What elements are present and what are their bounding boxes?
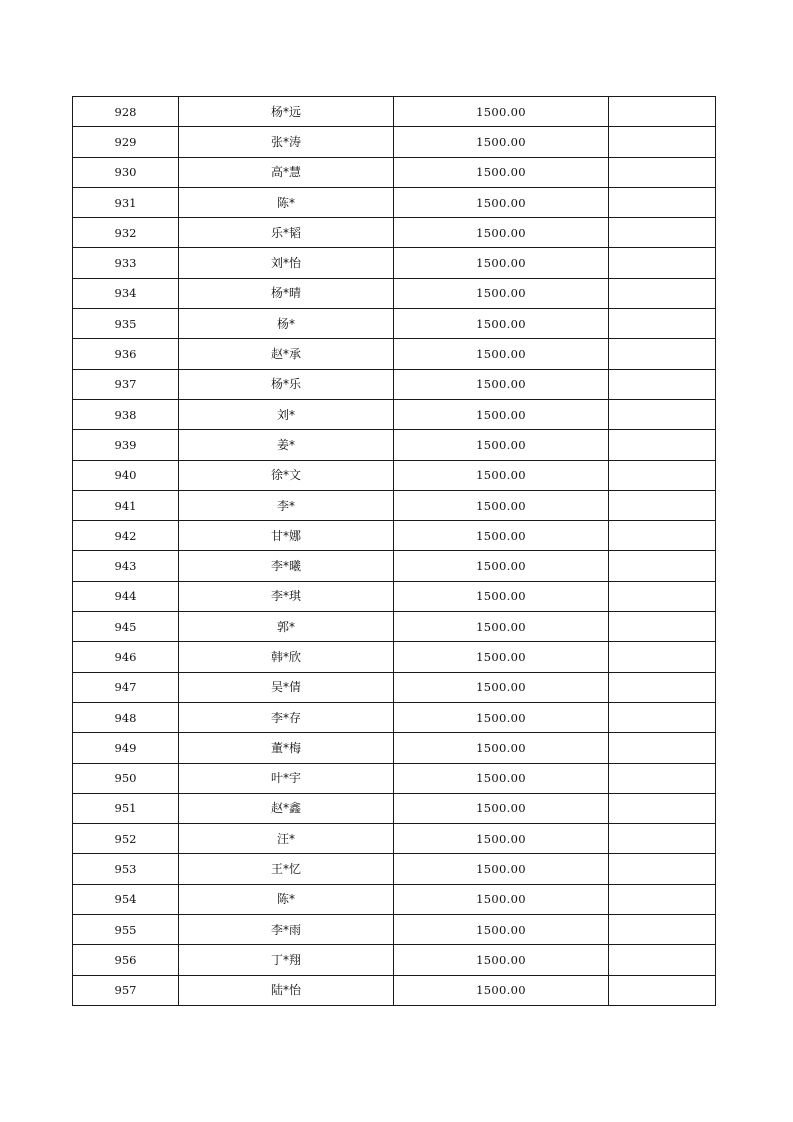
note-cell bbox=[609, 702, 716, 732]
name-cell: 陈* bbox=[179, 187, 394, 217]
name-cell: 杨*远 bbox=[179, 97, 394, 127]
amount-cell: 1500.00 bbox=[394, 460, 609, 490]
name-cell: 韩*欣 bbox=[179, 642, 394, 672]
row-number-cell: 951 bbox=[73, 793, 179, 823]
note-cell bbox=[609, 157, 716, 187]
row-number-cell: 934 bbox=[73, 278, 179, 308]
amount-cell: 1500.00 bbox=[394, 490, 609, 520]
amount-cell: 1500.00 bbox=[394, 278, 609, 308]
row-number-cell: 932 bbox=[73, 218, 179, 248]
row-number-cell: 935 bbox=[73, 309, 179, 339]
table-row bbox=[73, 157, 716, 187]
note-cell bbox=[609, 975, 716, 1005]
table-row bbox=[73, 642, 716, 672]
amount-cell: 1500.00 bbox=[394, 430, 609, 460]
table-row bbox=[73, 490, 716, 520]
row-number-cell: 943 bbox=[73, 551, 179, 581]
row-number-cell: 945 bbox=[73, 612, 179, 642]
roster-table-body bbox=[73, 97, 716, 1006]
amount-cell: 1500.00 bbox=[394, 248, 609, 278]
amount-cell: 1500.00 bbox=[394, 672, 609, 702]
name-cell: 赵*鑫 bbox=[179, 793, 394, 823]
roster-table bbox=[72, 96, 716, 1006]
row-number-cell: 936 bbox=[73, 339, 179, 369]
name-cell: 赵*承 bbox=[179, 339, 394, 369]
note-cell bbox=[609, 490, 716, 520]
table-row bbox=[73, 581, 716, 611]
name-cell: 吴*倩 bbox=[179, 672, 394, 702]
name-cell: 叶*宇 bbox=[179, 763, 394, 793]
row-number-cell: 928 bbox=[73, 97, 179, 127]
amount-cell: 1500.00 bbox=[394, 187, 609, 217]
table-row bbox=[73, 884, 716, 914]
name-cell: 甘*娜 bbox=[179, 521, 394, 551]
amount-cell: 1500.00 bbox=[394, 309, 609, 339]
note-cell bbox=[609, 430, 716, 460]
amount-cell: 1500.00 bbox=[394, 612, 609, 642]
name-cell: 陈* bbox=[179, 884, 394, 914]
row-number-cell: 941 bbox=[73, 490, 179, 520]
table-row bbox=[73, 733, 716, 763]
table-row bbox=[73, 975, 716, 1005]
name-cell: 李*雨 bbox=[179, 915, 394, 945]
note-cell bbox=[609, 945, 716, 975]
row-number-cell: 946 bbox=[73, 642, 179, 672]
row-number-cell: 930 bbox=[73, 157, 179, 187]
table-row bbox=[73, 218, 716, 248]
name-cell: 刘* bbox=[179, 399, 394, 429]
amount-cell: 1500.00 bbox=[394, 763, 609, 793]
amount-cell: 1500.00 bbox=[394, 642, 609, 672]
row-number-cell: 938 bbox=[73, 399, 179, 429]
name-cell: 乐*韬 bbox=[179, 218, 394, 248]
row-number-cell: 952 bbox=[73, 824, 179, 854]
name-cell: 李*曦 bbox=[179, 551, 394, 581]
note-cell bbox=[609, 612, 716, 642]
amount-cell: 1500.00 bbox=[394, 399, 609, 429]
amount-cell: 1500.00 bbox=[394, 369, 609, 399]
table-row bbox=[73, 248, 716, 278]
note-cell bbox=[609, 642, 716, 672]
row-number-cell: 940 bbox=[73, 460, 179, 490]
note-cell bbox=[609, 521, 716, 551]
table-row bbox=[73, 369, 716, 399]
name-cell: 陆*怡 bbox=[179, 975, 394, 1005]
row-number-cell: 953 bbox=[73, 854, 179, 884]
amount-cell: 1500.00 bbox=[394, 127, 609, 157]
name-cell: 李*存 bbox=[179, 702, 394, 732]
name-cell: 张*涛 bbox=[179, 127, 394, 157]
name-cell: 丁*翔 bbox=[179, 945, 394, 975]
name-cell: 刘*怡 bbox=[179, 248, 394, 278]
name-cell: 高*慧 bbox=[179, 157, 394, 187]
row-number-cell: 944 bbox=[73, 581, 179, 611]
table-row bbox=[73, 824, 716, 854]
amount-cell: 1500.00 bbox=[394, 884, 609, 914]
note-cell bbox=[609, 763, 716, 793]
table-row bbox=[73, 399, 716, 429]
amount-cell: 1500.00 bbox=[394, 157, 609, 187]
name-cell: 徐*文 bbox=[179, 460, 394, 490]
amount-cell: 1500.00 bbox=[394, 915, 609, 945]
row-number-cell: 933 bbox=[73, 248, 179, 278]
amount-cell: 1500.00 bbox=[394, 551, 609, 581]
note-cell bbox=[609, 309, 716, 339]
name-cell: 杨*乐 bbox=[179, 369, 394, 399]
note-cell bbox=[609, 218, 716, 248]
note-cell bbox=[609, 460, 716, 490]
note-cell bbox=[609, 127, 716, 157]
row-number-cell: 942 bbox=[73, 521, 179, 551]
row-number-cell: 931 bbox=[73, 187, 179, 217]
note-cell bbox=[609, 278, 716, 308]
note-cell bbox=[609, 672, 716, 702]
name-cell: 汪* bbox=[179, 824, 394, 854]
row-number-cell: 947 bbox=[73, 672, 179, 702]
table-row bbox=[73, 702, 716, 732]
table-row bbox=[73, 945, 716, 975]
name-cell: 姜* bbox=[179, 430, 394, 460]
note-cell bbox=[609, 551, 716, 581]
table-row bbox=[73, 278, 716, 308]
row-number-cell: 957 bbox=[73, 975, 179, 1005]
note-cell bbox=[609, 339, 716, 369]
row-number-cell: 954 bbox=[73, 884, 179, 914]
amount-cell: 1500.00 bbox=[394, 945, 609, 975]
name-cell: 杨*晴 bbox=[179, 278, 394, 308]
row-number-cell: 955 bbox=[73, 915, 179, 945]
note-cell bbox=[609, 884, 716, 914]
row-number-cell: 929 bbox=[73, 127, 179, 157]
table-row bbox=[73, 97, 716, 127]
table-row bbox=[73, 854, 716, 884]
note-cell bbox=[609, 248, 716, 278]
note-cell bbox=[609, 97, 716, 127]
table-row bbox=[73, 127, 716, 157]
note-cell bbox=[609, 187, 716, 217]
table-row bbox=[73, 309, 716, 339]
amount-cell: 1500.00 bbox=[394, 854, 609, 884]
name-cell: 杨* bbox=[179, 309, 394, 339]
table-row bbox=[73, 612, 716, 642]
table-row bbox=[73, 551, 716, 581]
table-row bbox=[73, 915, 716, 945]
amount-cell: 1500.00 bbox=[394, 581, 609, 611]
row-number-cell: 948 bbox=[73, 702, 179, 732]
row-number-cell: 937 bbox=[73, 369, 179, 399]
note-cell bbox=[609, 733, 716, 763]
table-row bbox=[73, 339, 716, 369]
amount-cell: 1500.00 bbox=[394, 521, 609, 551]
table-row bbox=[73, 430, 716, 460]
amount-cell: 1500.00 bbox=[394, 339, 609, 369]
note-cell bbox=[609, 581, 716, 611]
amount-cell: 1500.00 bbox=[394, 975, 609, 1005]
row-number-cell: 956 bbox=[73, 945, 179, 975]
note-cell bbox=[609, 915, 716, 945]
amount-cell: 1500.00 bbox=[394, 218, 609, 248]
amount-cell: 1500.00 bbox=[394, 824, 609, 854]
amount-cell: 1500.00 bbox=[394, 733, 609, 763]
name-cell: 王*忆 bbox=[179, 854, 394, 884]
name-cell: 李*琪 bbox=[179, 581, 394, 611]
amount-cell: 1500.00 bbox=[394, 793, 609, 823]
name-cell: 董*梅 bbox=[179, 733, 394, 763]
table-row bbox=[73, 460, 716, 490]
row-number-cell: 939 bbox=[73, 430, 179, 460]
name-cell: 李* bbox=[179, 490, 394, 520]
table-row bbox=[73, 793, 716, 823]
name-cell: 郭* bbox=[179, 612, 394, 642]
note-cell bbox=[609, 793, 716, 823]
note-cell bbox=[609, 369, 716, 399]
table-row bbox=[73, 763, 716, 793]
note-cell bbox=[609, 399, 716, 429]
table-row bbox=[73, 672, 716, 702]
table-row bbox=[73, 521, 716, 551]
amount-cell: 1500.00 bbox=[394, 97, 609, 127]
amount-cell: 1500.00 bbox=[394, 702, 609, 732]
row-number-cell: 949 bbox=[73, 733, 179, 763]
note-cell bbox=[609, 854, 716, 884]
note-cell bbox=[609, 824, 716, 854]
row-number-cell: 950 bbox=[73, 763, 179, 793]
table-row bbox=[73, 187, 716, 217]
